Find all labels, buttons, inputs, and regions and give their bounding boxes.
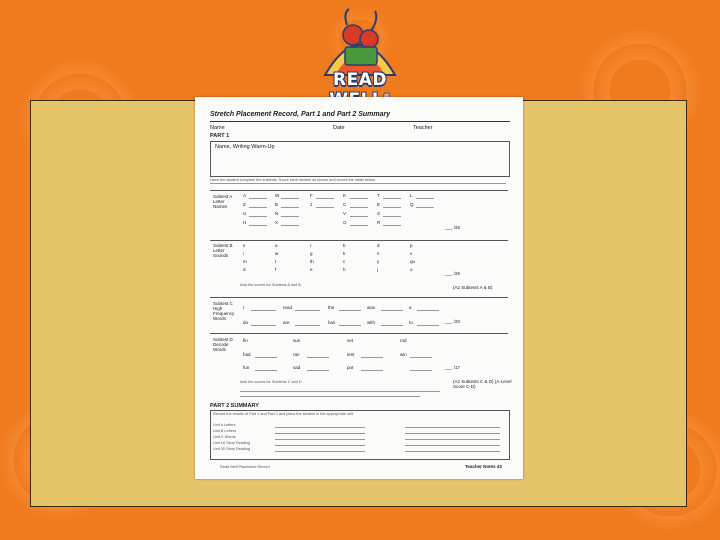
teacher-label: Teacher bbox=[413, 125, 433, 131]
subtest-d-item: ran bbox=[293, 352, 300, 357]
subtest-b-item: f bbox=[275, 267, 277, 272]
subtest-b-item: w bbox=[275, 251, 279, 256]
subtest-a-item: W bbox=[275, 193, 280, 198]
subtest-a-item: X bbox=[275, 220, 279, 225]
subtest-c-item: are bbox=[283, 320, 290, 325]
subtest-c-item: to bbox=[409, 320, 413, 325]
summary-row: Unit B Letters bbox=[213, 429, 237, 433]
subtest-b-item: qu bbox=[410, 259, 416, 264]
subtest-c-item: the bbox=[328, 305, 335, 310]
subtest-c-item: I bbox=[243, 305, 245, 310]
subtest-c-score: ___ /20 bbox=[445, 319, 461, 324]
document-title: Stretch Placement Record, Part 1 and Part 2 Summary bbox=[210, 111, 391, 118]
subtest-d-item: fun bbox=[243, 365, 250, 370]
subtest-a-label: Subtest A Letter Names bbox=[213, 194, 233, 209]
subtest-cd-total: (A2 Subtests C & D) (A-Level Score C-D) bbox=[453, 379, 512, 389]
subtest-d-item: win bbox=[400, 352, 407, 357]
subtest-d-score: ___ /17 bbox=[445, 365, 461, 370]
subtest-b-item: e bbox=[310, 267, 313, 272]
subtest-d-item: tent bbox=[347, 352, 355, 357]
subtest-ab-note: Add the scores for Subtests A and B. bbox=[240, 283, 302, 287]
name-label: Name bbox=[210, 125, 225, 131]
subtest-b-item: k bbox=[343, 251, 346, 256]
subtest-a-item: Q bbox=[410, 202, 414, 207]
summary-row: Unit C Words bbox=[213, 435, 236, 439]
subtest-b-item: g bbox=[310, 251, 313, 256]
subtest-a-item: R bbox=[377, 220, 381, 225]
subtest-b-item: d bbox=[243, 267, 246, 272]
subtest-b-item: m bbox=[243, 259, 247, 264]
subtest-b-item: i bbox=[243, 251, 244, 256]
subtest-b-score: ___ /26 bbox=[445, 271, 461, 276]
writing-warmup: Name, Writing Warm-Up bbox=[215, 144, 275, 150]
subtest-a-item: T bbox=[377, 193, 380, 198]
subtest-d-item: vet bbox=[347, 338, 354, 343]
subtest-d-item: sun bbox=[293, 338, 301, 343]
subtest-a-item: S bbox=[377, 211, 381, 216]
subtest-a-item: E bbox=[377, 202, 381, 207]
logo-wordmark: READ bbox=[333, 70, 387, 90]
subtest-b-item: h bbox=[343, 267, 346, 272]
part2-instructions: Record the results of Part 1 and Part 2 and place the student in the appropriate unit. bbox=[213, 412, 354, 416]
part1-heading: PART 1 bbox=[210, 133, 230, 139]
subtest-a-item: J bbox=[310, 202, 313, 207]
subtest-b-item: r bbox=[310, 243, 312, 248]
subtest-a-item: H bbox=[243, 220, 247, 225]
subtest-b-item: t bbox=[275, 259, 277, 264]
subtest-a-score: ___ /26 bbox=[445, 225, 461, 230]
subtest-b-item: n bbox=[377, 251, 380, 256]
subtest-d-item: pot bbox=[347, 365, 354, 370]
subtest-c-item: read bbox=[283, 305, 293, 310]
subtest-b-item: s bbox=[243, 243, 246, 248]
subtest-b-item: j bbox=[377, 267, 378, 272]
subtest-c-item: with bbox=[367, 320, 376, 325]
subtest-d-item: fin bbox=[243, 338, 248, 343]
subtest-a-item: L bbox=[410, 193, 413, 198]
subtest-ab-total: (A2 Subtests A & B) bbox=[453, 285, 493, 290]
subtest-b-label: Subtest B Letter Sounds bbox=[213, 243, 233, 258]
placement-record-document bbox=[195, 97, 523, 479]
subtest-d-label: Subtest D Decode Words bbox=[213, 337, 233, 352]
subtest-d-item: sad bbox=[293, 365, 301, 370]
subtest-b-item: p bbox=[410, 243, 413, 248]
footer-right: Teacher Notes 43 bbox=[465, 464, 502, 469]
subtest-a-item: F bbox=[310, 193, 313, 198]
subtest-c-item: was bbox=[367, 305, 376, 310]
subtest-a-item: N bbox=[275, 211, 279, 216]
subtest-c-item: has bbox=[328, 320, 336, 325]
summary-row: Unit A Letters bbox=[213, 423, 236, 427]
date-label: Date bbox=[333, 125, 345, 131]
summary-row: Unit 30 Story Reading bbox=[213, 447, 251, 451]
subtest-c-label: Subtest C High Frequency Words bbox=[213, 301, 235, 321]
subtest-b-item: o bbox=[410, 267, 413, 272]
summary-row: Unit 18 Story Reading bbox=[213, 441, 251, 445]
subtest-b-item: d bbox=[377, 243, 380, 248]
part2-heading: PART 2 SUMMARY bbox=[210, 403, 259, 409]
subtest-b-item: y bbox=[377, 259, 380, 264]
subtest-a-item: U bbox=[243, 211, 247, 216]
subtest-a-item: K bbox=[343, 193, 347, 198]
subtest-b-item: b bbox=[343, 243, 346, 248]
subtest-b-item: a bbox=[275, 243, 278, 248]
subtest-d-item: rod bbox=[400, 338, 407, 343]
subtest-cd-note: Add the scores for Subtests C and D. bbox=[240, 380, 303, 384]
subtest-c-item: a bbox=[409, 305, 412, 310]
instructions-text: Have the student complete the subtests. Score each section as shown and record the totals below. bbox=[210, 178, 376, 182]
subtest-b-item: c bbox=[343, 259, 346, 264]
subtest-a-item: Z bbox=[243, 202, 246, 207]
footer-left: Read Well Placement Record bbox=[220, 465, 270, 469]
subtest-c-item: do bbox=[243, 320, 249, 325]
subtest-b-item: v bbox=[410, 251, 413, 256]
subtest-a-item: O bbox=[343, 220, 347, 225]
subtest-a-item: A bbox=[243, 193, 247, 198]
subtest-b-item: th bbox=[310, 259, 314, 264]
subtest-a-item: C bbox=[343, 202, 347, 207]
subtest-a-item: V bbox=[343, 211, 347, 216]
subtest-a-item: B bbox=[275, 202, 279, 207]
subtest-d-item: had bbox=[243, 352, 251, 357]
